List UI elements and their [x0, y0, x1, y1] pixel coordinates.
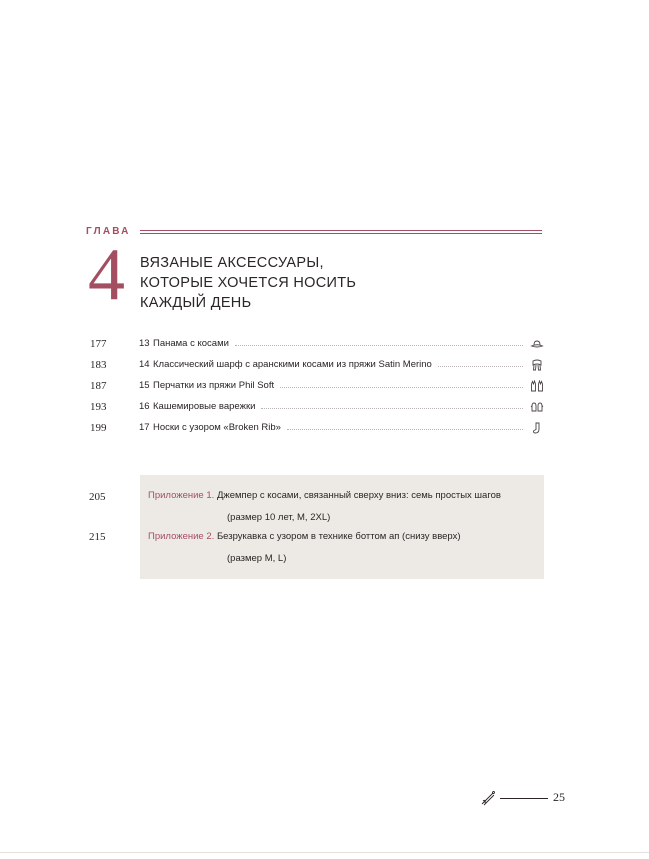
toc-page-number: 193 [90, 400, 107, 413]
toc-item-number: 17 [139, 422, 150, 433]
table-of-contents [90, 333, 545, 438]
toc-item-title: Перчатки из пряжи Phil Soft [153, 380, 275, 391]
page-number: 25 [553, 790, 565, 804]
toc-item-number: 13 [139, 338, 150, 349]
chapter-number: 4 [88, 234, 125, 316]
toc-item-number: 14 [139, 359, 150, 370]
toc-item-number: 15 [139, 380, 150, 391]
appendix-title: Безрукавка с узором в технике боттом ап (снизу вверх) [216, 531, 461, 542]
toc-item-number: 16 [139, 401, 150, 412]
appendix-subtitle: (размер M, L) [227, 553, 287, 564]
chapter-rule [140, 233, 542, 234]
appendix-title: Джемпер с косами, связанный сверху вниз: семь простых шагов [216, 490, 501, 501]
toc-page-number: 187 [90, 379, 107, 392]
knitting-needles-icon [480, 790, 496, 806]
appendix-label: Приложение 2. [148, 531, 215, 542]
mittens-icon [529, 400, 545, 414]
chapter-title-line: КАЖДЫЙ ДЕНЬ [140, 295, 252, 311]
chapter-title-line: ВЯЗАНЫЕ АКСЕССУАРЫ, [140, 255, 324, 271]
toc-page-number: 199 [90, 421, 107, 434]
toc-page-number: 177 [90, 337, 107, 350]
toc-entry[interactable] [90, 396, 545, 417]
toc-item-title: Панама с косами [153, 338, 229, 349]
toc-entry[interactable] [90, 354, 545, 375]
toc-page-number: 183 [90, 358, 107, 371]
scarf-icon [529, 358, 545, 372]
chapter-rule [140, 230, 542, 231]
toc-item-title: Кашемировые варежки [153, 401, 256, 412]
chapter-label: ГЛАВА [86, 226, 131, 237]
appendix-page-number: 205 [89, 491, 106, 503]
toc-entry[interactable] [90, 417, 545, 438]
appendix-page-number: 215 [89, 531, 106, 543]
appendix-label: Приложение 1. [148, 490, 215, 501]
toc-leader-dots [287, 428, 523, 430]
chapter-title [140, 253, 356, 313]
sock-icon [529, 421, 545, 435]
toc-leader-dots [235, 344, 523, 346]
toc-leader-dots [438, 365, 523, 367]
appendix-entry[interactable] [148, 490, 501, 501]
gloves-icon [529, 379, 545, 393]
toc-item-title: Классический шарф с аранскими косами из пряжи Satin Merino [153, 359, 432, 370]
appendix-entry[interactable] [148, 531, 461, 542]
toc-item-title: Носки с узором «Broken Rib» [153, 422, 281, 433]
hat-icon [529, 337, 545, 351]
footer-rule [500, 798, 548, 799]
toc-entry[interactable] [90, 333, 545, 354]
page-edge [0, 852, 649, 853]
toc-entry[interactable] [90, 375, 545, 396]
toc-leader-dots [261, 407, 523, 409]
toc-leader-dots [280, 386, 523, 388]
appendix-subtitle: (размер 10 лет, M, 2XL) [227, 512, 331, 523]
chapter-title-line: КОТОРЫЕ ХОЧЕТСЯ НОСИТЬ [140, 275, 357, 291]
